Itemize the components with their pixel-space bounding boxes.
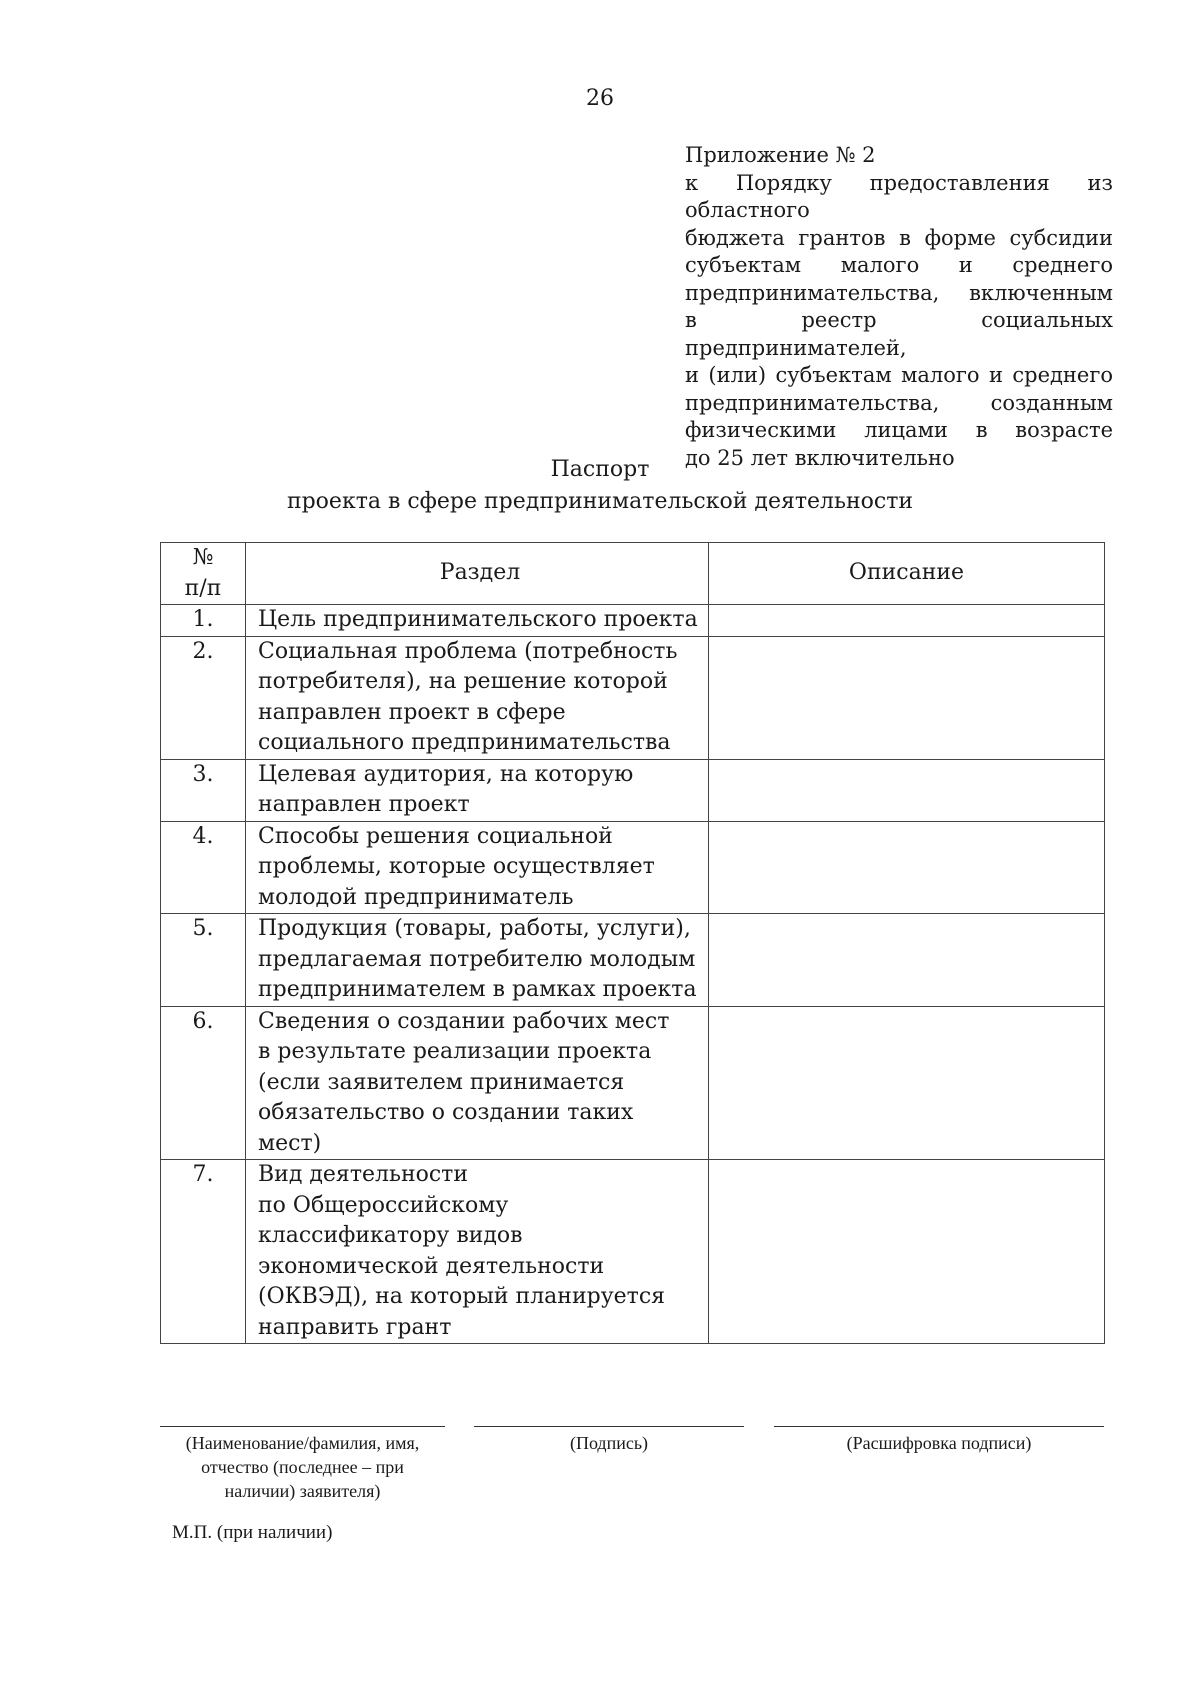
- row-description: [709, 914, 1105, 1007]
- appendix-line: предпринимательства, созданным: [685, 390, 1113, 415]
- document-title: [0, 454, 1200, 518]
- row-section: Целевая аудитория, на которую направлен проект: [246, 759, 709, 821]
- row-number: 2.: [161, 636, 246, 759]
- title-line-1: Паспорт: [550, 457, 650, 482]
- row-description: [709, 636, 1105, 759]
- row-description: [709, 821, 1105, 914]
- appendix-block: [685, 142, 1113, 472]
- table-header-row: [161, 543, 1105, 605]
- header-description: Описание: [709, 543, 1105, 605]
- appendix-line: бюджета грантов в форме субсидии: [685, 225, 1113, 250]
- row-section: Социальная проблема (потребность потребителя), на решение которой направлен проект в сфере социального предпринимательства: [246, 636, 709, 759]
- table-row: [161, 636, 1105, 759]
- signature-caption: (Подпись): [569, 1433, 649, 1453]
- row-number: 1.: [161, 605, 246, 637]
- table-row: [161, 1006, 1105, 1160]
- table-row: [161, 605, 1105, 637]
- row-section: Сведения о создании рабочих мест в результате реализации проекта (если заявителем принимается обязательство о создании таких мест): [246, 1006, 709, 1160]
- signature-line: [474, 1426, 744, 1427]
- table-row: [161, 821, 1105, 914]
- row-number: 4.: [161, 821, 246, 914]
- row-number: 6.: [161, 1006, 246, 1160]
- row-number: 3.: [161, 759, 246, 821]
- row-description: [709, 605, 1105, 637]
- row-section: Цель предпринимательского проекта: [246, 605, 709, 637]
- appendix-line: физическими лицами в возрасте: [685, 418, 1113, 442]
- page-number: 26: [586, 86, 614, 111]
- row-number: 5.: [161, 914, 246, 1007]
- header-number: № п/п: [161, 543, 246, 605]
- table-row: [161, 1160, 1105, 1344]
- row-description: [709, 759, 1105, 821]
- appendix-line: до 25 лет включительно: [685, 445, 955, 470]
- table-row: [161, 759, 1105, 821]
- appendix-line: Приложение № 2: [685, 143, 876, 167]
- row-number: 7.: [161, 1160, 246, 1344]
- title-line-2: проекта в сфере предпринимательской деятельности: [286, 489, 914, 514]
- row-section: Вид деятельности по Общероссийскому классификатору видов экономической деятельности (ОКВЭД), на который планируется направить грант: [246, 1160, 709, 1344]
- appendix-line: предпринимательства, включенным: [685, 280, 1113, 305]
- appendix-line: субъектам малого и среднего: [685, 253, 1113, 277]
- appendix-line: и (или) субъектам малого и среднего: [685, 363, 1113, 387]
- name-signature-line: [160, 1426, 445, 1427]
- decoding-signature-line: [774, 1426, 1104, 1427]
- stamp-note: М.П. (при наличии): [172, 1522, 333, 1543]
- passport-table: [160, 542, 1105, 1344]
- appendix-line: в реестр социальных предпринимателей,: [685, 308, 1113, 360]
- row-section: Способы решения социальной проблемы, которые осуществляет молодой предприниматель: [246, 821, 709, 914]
- header-section: Раздел: [246, 543, 709, 605]
- row-description: [709, 1160, 1105, 1344]
- decoding-caption: (Расшифровка подписи): [846, 1433, 1032, 1453]
- appendix-line: к Порядку предоставления из областного: [685, 170, 1113, 222]
- row-section: Продукция (товары, работы, услуги), предлагаемая потребителю молодым предпринимателем в рамках проекта: [246, 914, 709, 1007]
- name-caption: (Наименование/фамилия, имя, отчество (последнее – при наличии) заявителя): [185, 1433, 420, 1501]
- row-description: [709, 1006, 1105, 1160]
- table-row: [161, 914, 1105, 1007]
